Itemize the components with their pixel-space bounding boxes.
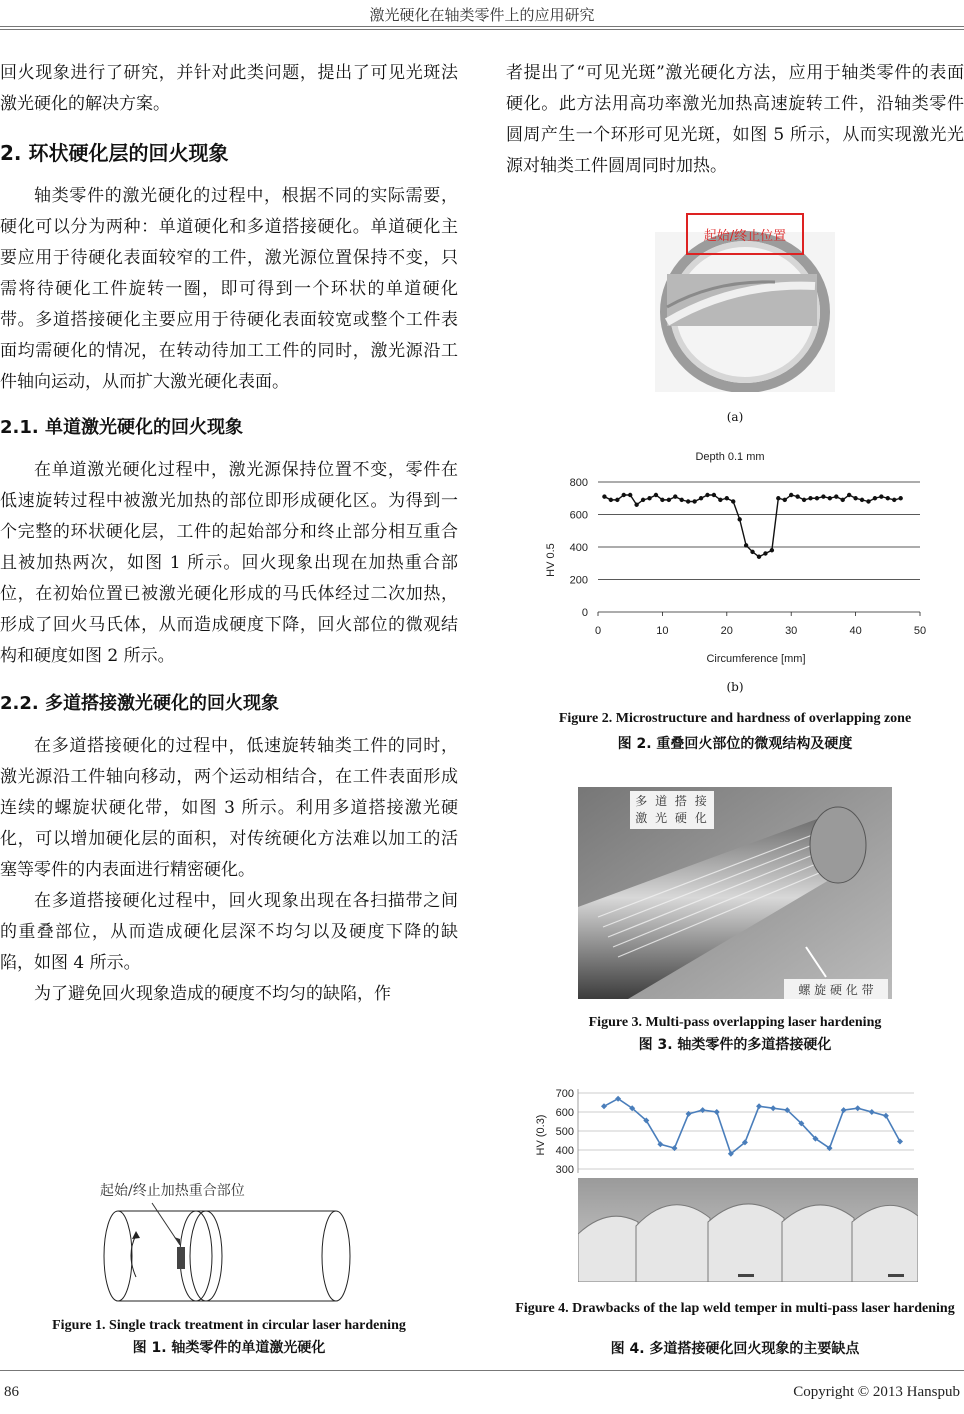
chart-data-point: [615, 498, 619, 502]
chart-x-tick-label: 10: [656, 625, 669, 637]
chart-data-point: [712, 493, 716, 497]
chart-x-axis-label: Circumference [mm]: [706, 653, 806, 665]
figure-1-label: 起始/终止加热重合部位: [100, 1183, 245, 1199]
chart-data-point: [686, 499, 690, 503]
chart-data-point: [725, 496, 729, 500]
chart-data-point: [815, 496, 819, 500]
running-header: 激光硬化在轴类零件上的应用研究: [369, 6, 595, 24]
chart-data-point: [647, 496, 651, 500]
figure-4-micrograph: [578, 1178, 918, 1282]
chart-y-tick-label: 400: [569, 542, 588, 554]
chart-data-point: [628, 493, 632, 497]
figure-1-drawing: [96, 1175, 366, 1305]
figure-1-caption-zh: 图 1. 轴类零件的单道激光硬化: [132, 1340, 326, 1356]
chart2-data-point: [770, 1105, 776, 1111]
chart-data-point: [841, 498, 845, 502]
chart2-series-line: [604, 1099, 900, 1154]
chart-data-point: [673, 494, 677, 498]
chart-data-point: [660, 498, 664, 502]
shaft-photo: [578, 787, 892, 999]
chart2-data-point: [714, 1109, 720, 1115]
section-2-1-paragraph: 在单道激光硬化过程中，激光源保持位置不变，零件在低速旋转过程中被激光加热的部位即形成硬化区。为得到一个完整的环状硬化层，工件的起始部分和终止部分相互重合且被加热两次，如图 1 所示。回火现象出现在加热重合部位，在初始位置已被激光硬化形成的马氏体经过二次加热，形成了回火马氏体，从而造成硬度下降，回火部位的微观结构和硬度如图 2 所示。: [0, 460, 458, 666]
chart-data-point: [783, 498, 787, 502]
right-column: [506, 58, 964, 182]
figure-2b-sublabel: (b): [726, 680, 744, 694]
chart-x-tick-label: 0: [594, 625, 602, 637]
start-end-position-label: 起始/终止位置: [703, 229, 787, 244]
section-2-2-heading: 2.2. 多道搭接激光硬化的回火现象: [0, 693, 279, 714]
chart-data-point: [879, 494, 883, 498]
chart-data-point: [750, 550, 754, 554]
chart-data-point: [602, 494, 606, 498]
chart-y-tick-label: 200: [569, 574, 588, 587]
chart2-data-point: [869, 1109, 875, 1115]
chart-data-point: [789, 493, 793, 497]
section-2-1-heading: 2.1. 单道激光硬化的回火现象: [0, 417, 243, 438]
right-paragraph: 者提出了“可见光斑”激光硬化方法，应用于轴类零件的表面硬化。此方法用高功率激光加热高速旋转工件，沿轴类零件圆周产生一个环形可见光斑，如图 5 所示，从而实现激光光源对轴类工件圆周同时加热。: [506, 63, 964, 176]
chart-data-point: [609, 498, 613, 502]
chart2-data-point: [897, 1138, 903, 1144]
figure-4-chart: [534, 1073, 918, 1183]
chart-data-point: [770, 548, 774, 552]
section-2-2-paragraph-2: 在多道搭接硬化过程中，回火现象出现在各扫描带之间的重叠部位，从而造成硬化层深不均匀以及硬度下降的缺陷，如图 4 所示。: [0, 891, 458, 973]
ring-micrograph: [655, 212, 835, 392]
chart-data-point: [622, 493, 626, 497]
figure-3-caption-en: Figure 3. Multi-pass overlapping laser hardening: [588, 1015, 882, 1030]
chart-x-tick-label: 30: [785, 625, 798, 637]
chart-data-point: [892, 498, 896, 502]
section-2-2-paragraph-3: 为了避免回火现象造成的硬度不均匀的缺陷，作: [34, 984, 391, 1004]
chart-y-axis-label: HV 0.5: [545, 543, 557, 577]
chart-data-point: [828, 496, 832, 500]
chart-data-point: [744, 543, 748, 547]
chart-data-point: [705, 493, 709, 497]
chart2-y-tick-label: 500: [555, 1126, 574, 1138]
chart-data-point: [692, 499, 696, 503]
chart2-y-tick-label: 700: [555, 1088, 574, 1100]
chart-x-tick-label: 40: [849, 625, 862, 637]
left-column: [0, 58, 458, 1010]
chart-data-point: [667, 498, 671, 502]
chart-y-tick-label: 0: [581, 607, 588, 619]
figure-2a-sublabel: (a): [726, 410, 744, 424]
chart2-y-tick-label: 400: [555, 1145, 574, 1157]
page-number: 86: [4, 1384, 19, 1400]
multipass-micrograph: [578, 1178, 918, 1282]
chart-y-tick-label: 800: [569, 477, 588, 489]
figure-3-label-top-line1: 多 道 搭 接: [635, 794, 709, 808]
chart-data-point: [718, 498, 722, 502]
overlap-zone: [177, 1247, 185, 1269]
figure-2-caption-zh: 图 2. 重叠回火部位的微观结构及硬度: [617, 736, 853, 752]
figure-3-caption-zh: 图 3. 轴类零件的多道搭接硬化: [638, 1037, 832, 1053]
figure-4-caption-zh: 图 4. 多道搭接硬化回火现象的主要缺点: [610, 1341, 860, 1357]
chart-data-point: [757, 555, 761, 559]
chart-data-point: [776, 496, 780, 500]
figure-2-caption-en: Figure 2. Microstructure and hardness of overlapping zone: [558, 711, 912, 726]
figure-2b-chart: [520, 440, 940, 675]
chart2-data-point: [855, 1105, 861, 1111]
copyright: Copyright © 2013 Hanspub: [793, 1384, 960, 1400]
chart-title: Depth 0.1 mm: [695, 451, 765, 463]
section-2-paragraph: 轴类零件的激光硬化的过程中，根据不同的实际需要，硬化可以分为两种：单道硬化和多道搭接硬化。单道硬化主要应用于待硬化表面较窄的工件，激光源位置保持不变，只需将待硬化工件旋转一圈，即可得到一个环状的单道硬化带。多道搭接硬化主要应用于待硬化表面较宽或整个工件表面均需硬化的情况，在转动待加工工件的同时，激光源沿工件轴向运动，从而扩大激光硬化表面。: [0, 186, 458, 392]
cylinder-right-end: [322, 1211, 350, 1301]
chart-data-point: [847, 493, 851, 497]
chart-data-point: [860, 498, 864, 502]
chart2-y-tick-label: 300: [555, 1164, 574, 1176]
header-rule-2: [0, 29, 964, 30]
cylinder-left-end: [104, 1211, 132, 1301]
figure-1-caption-en: Figure 1. Single track treatment in circular laser hardening: [52, 1318, 406, 1333]
chart2-data-point: [883, 1113, 889, 1119]
chart-data-point: [802, 498, 806, 502]
figure-3-photo: [578, 787, 892, 999]
chart-data-point: [763, 551, 767, 555]
chart-data-point: [898, 496, 902, 500]
figure-3-label-top-line2: 激 光 硬 化: [635, 811, 709, 825]
chart-data-point: [866, 499, 870, 503]
chart-data-point: [654, 493, 658, 497]
chart-data-point: [821, 494, 825, 498]
section-2-2-paragraph-1: 在多道搭接硬化的过程中，低速旋转轴类工件的同时，激光源沿工件轴向移动，两个运动相结合，在工件表面形成连续的螺旋状硬化带，如图 3 所示。利用多道搭接激光硬化，可以增加硬化层的面积，对传统硬化方法难以加工的活塞等零件的内表面进行精密硬化。: [0, 736, 458, 880]
chart-data-point: [634, 503, 638, 507]
footer-rule: [0, 1370, 964, 1371]
chart-data-point: [641, 498, 645, 502]
chart2-y-axis-label: HV (0.3): [535, 1114, 547, 1156]
chart-data-point: [795, 494, 799, 498]
chart-data-point: [680, 498, 684, 502]
chart-data-point: [886, 496, 890, 500]
rotation-arrow-head: [132, 1231, 140, 1239]
figure-1: [96, 1175, 366, 1305]
chart2-data-point: [756, 1103, 762, 1109]
figure-2a-photo: [655, 212, 835, 392]
hardness-chart-depth: [520, 440, 940, 675]
hardness-chart-multipass: [534, 1073, 918, 1183]
chart-data-point: [834, 494, 838, 498]
figure-4-caption-en: Figure 4. Drawbacks of the lap weld temper in multi-pass laser hardening: [515, 1301, 955, 1316]
header-rule: [0, 26, 964, 27]
chart2-data-point: [601, 1103, 607, 1109]
figure-3-label-bottom: 螺 旋 硬 化 带: [798, 983, 874, 997]
chart-y-tick-label: 600: [569, 509, 588, 522]
chart-series-line: [604, 495, 900, 557]
chart-data-point: [699, 496, 703, 500]
chart-data-point: [853, 496, 857, 500]
chart-data-point: [873, 496, 877, 500]
chart-data-point: [737, 517, 741, 521]
chart-x-tick-label: 50: [913, 625, 927, 637]
intro-paragraph: 回火现象进行了研究，并针对此类问题，提出了可见光斑法激光硬化的解决方案。: [0, 63, 458, 114]
chart2-y-tick-label: 600: [555, 1107, 574, 1119]
chart-data-point: [731, 499, 735, 503]
section-2-heading: 2. 环状硬化层的回火现象: [0, 141, 229, 165]
hardening-ring-2: [190, 1211, 222, 1301]
chart-data-point: [808, 496, 812, 500]
chart-x-tick-label: 20: [720, 625, 733, 637]
